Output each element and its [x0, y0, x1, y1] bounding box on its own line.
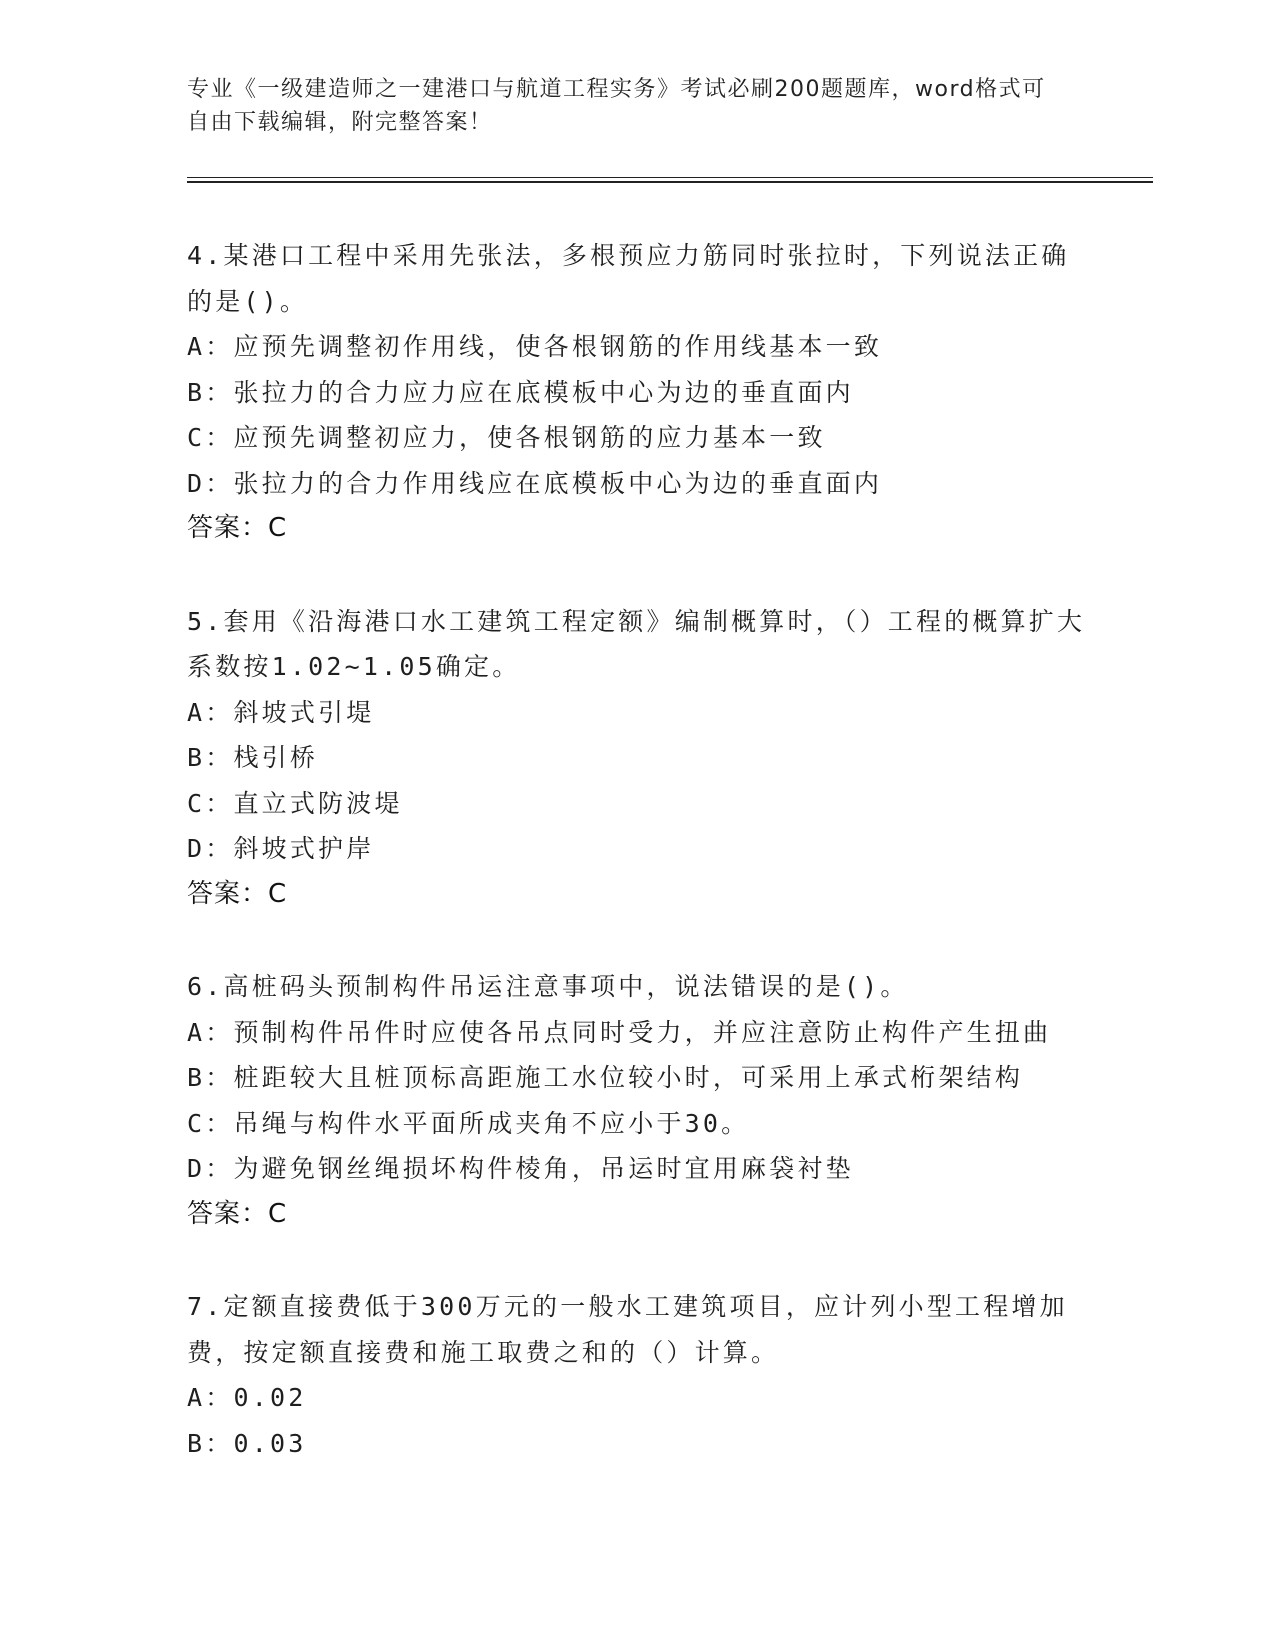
- option-d: D：斜坡式护岸: [187, 834, 375, 863]
- question-4: [187, 233, 1087, 552]
- question-stem: 4.某港口工程中采用先张法，多根预应力筋同时张拉时，下列说法正确的是()。: [187, 241, 1070, 316]
- question-7: [187, 1284, 1087, 1466]
- option-b: B：0.03: [187, 1428, 307, 1458]
- option-c: C：吊绳与构件水平面所成夹角不应小于30。: [187, 1108, 750, 1138]
- option-d: D：张拉力的合力作用线应在底模板中心为边的垂直面内: [187, 468, 883, 498]
- question-list: [187, 233, 1087, 1513]
- option-a: A：斜坡式引堤: [187, 697, 375, 727]
- question-stem: 5.套用《沿海港口水工建筑工程定额》编制概算时，（）工程的概算扩大系数按1.02~1.05确定。: [187, 606, 1086, 681]
- header-rule-thin: [187, 177, 1153, 178]
- answer-line: 答案：C: [187, 1198, 288, 1229]
- document-title: 专业《一级建造师之一建港口与航道工程实务》考试必刷200题题库，word格式可自由下载编辑，附完整答案！: [187, 77, 1046, 135]
- option-a: A：预制构件吊件时应使各吊点同时受力，并应注意防止构件产生扭曲: [187, 1017, 1052, 1047]
- option-b: B：张拉力的合力应力应在底模板中心为边的垂直面内: [187, 377, 854, 407]
- header-rule-thick: [187, 181, 1153, 183]
- question-6: [187, 964, 1087, 1237]
- option-c: C：直立式防波堤: [187, 788, 403, 818]
- option-b: B：栈引桥: [187, 743, 319, 772]
- question-stem: 7.定额直接费低于300万元的一般水工建筑项目，应计列小型工程增加费，按定额直接费和施工取费之和的（）计算。: [187, 1292, 1068, 1367]
- option-b: B：桩距较大且桩顶标高距施工水位较小时，可采用上承式桁架结构: [187, 1063, 1024, 1092]
- option-d: D：为避免钢丝绳损坏构件棱角，吊运时宜用麻袋衬垫: [187, 1154, 854, 1183]
- option-a: A：应预先调整初作用线，使各根钢筋的作用线基本一致: [187, 332, 883, 361]
- document-header: [187, 73, 1067, 139]
- answer-line: 答案：C: [187, 513, 288, 543]
- question-5: [187, 599, 1087, 918]
- question-stem: 6.高桩码头预制构件吊运注意事项中，说法错误的是()。: [187, 972, 909, 1001]
- option-a: A：0.02: [187, 1383, 307, 1412]
- answer-line: 答案：C: [187, 878, 288, 909]
- option-c: C：应预先调整初应力，使各根钢筋的应力基本一致: [187, 423, 826, 452]
